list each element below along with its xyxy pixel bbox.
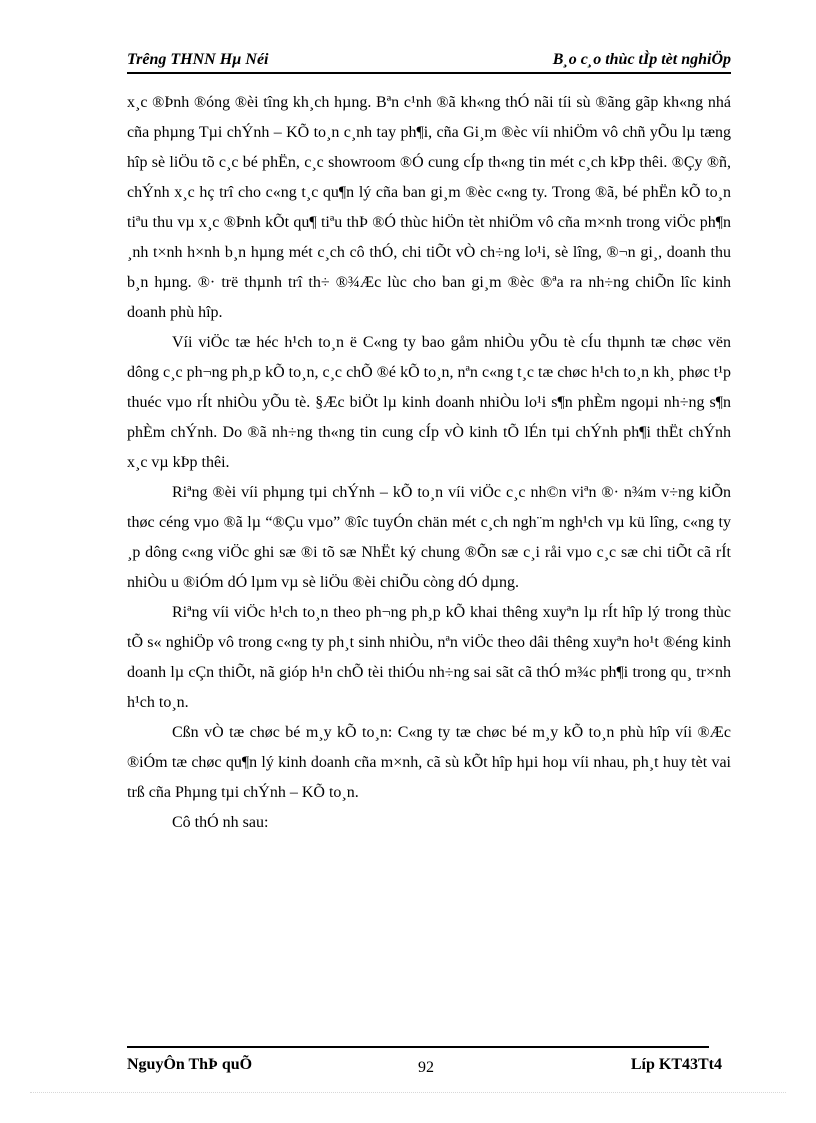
- paragraph-1: x¸c ®Þnh ®óng ®èi tîng kh¸ch hµng. Bªn c¹nh ®ã kh«ng thÓ nãi tíi sù ®ãng gãp kh«ng nhá cña phµng Tµi chÝnh – KÕ to¸n c¸nh tay ph¶i, cña Gi¸m ®èc víi nhiÖm vô chñ yÕu lµ tæng hîp sè liÖu tõ c¸c bé phËn, c¸c showroom ®Ó cung cÍp th«ng tin mét c¸ch kÞp thêi. ®Çy ®ñ, chÝnh x¸c hç trî cho c«ng t¸c qu¶n lý cña ban gi¸m ®èc c«ng ty. Trong ®ã, bé phËn kÕ to¸n tiªu thu vµ x¸c ®Þnh kÕt qu¶ tiªu thÞ ®Ó thùc hiÖn tèt nhiÖm vô cña m×nh trong viÖc ph¶n ¸nh t×nh h×nh b¸n hµng mét c¸ch cô thÓ, chi tiÕt vÒ ch÷ng lo¹i, sè lîng, ®¬n gi¸, doanh thu b¸n hµng. ®· trë thµnh trî th÷ ®¾Æc lùc cho ban gi¸m ®èc ®ªa ra nh÷ng chiÕn lîc kinh doanh phù hîp.: [127, 94, 731, 321]
- page-number: 92: [418, 1059, 434, 1076]
- footer-divider: [127, 1046, 709, 1048]
- page-header: [127, 50, 731, 74]
- paragraph-2: Víi viÖc tæ héc h¹ch to¸n ë C«ng ty bao gåm nhiÒu yÕu tè cÍu thµnh tæ chøc vën dông c¸c ph¬ng ph¸p kÕ to¸n, c¸c chÕ ®é kÕ to¸n, nªn c«ng t¸c tæ chøc h¹ch to¸n kh¸ phøc t¹p thuéc vµo rÍt nhiÒu yÕu tè. §Æc biÖt lµ kinh doanh nhiÒu lo¹i s¶n phÈm ngoµi nh÷ng s¶n phÈm chÝnh. Do ®ã nh÷ng th«ng tin cung cÍp vÒ kinh tÕ lÉn tµi chÝnh ph¶i thËt chÝnh x¸c vµ kÞp thêi.: [127, 334, 731, 471]
- footer-class-code: Líp KT43Tt4: [630, 1056, 722, 1073]
- paragraph-4: Riªng víi viÖc h¹ch to¸n theo ph¬ng ph¸p kÕ khai thêng xuyªn lµ rÍt hîp lý trong thùc tÕ s« nghiÖp vô trong c«ng ty ph¸t sinh nhiÒu, nªn viÖc theo dâi thêng xuyªn ho¹t ®éng kinh doanh lµ cÇn thiÕt, nã gióp h¹n chÕ tèi thiÓu nh÷ng sai sãt cã thÓ m¾c ph¶i trong qu¸ tr×nh h¹ch to¸n.: [127, 604, 731, 711]
- body-text: [127, 88, 731, 838]
- paragraph-6: Cô thÓ nh sau:: [172, 814, 269, 831]
- page-footer: [127, 1054, 722, 1078]
- paragraph-3: Riªng ®èi víi phµng tµi chÝnh – kÕ to¸n víi viÖc c¸c nh©n viªn ®· n¾m v÷ng kiÕn thøc céng vµo ®ã lµ “®Çu vµo” ®îc tuyÓn chän mét c¸ch ngh¨m ngh¹ch vµ kü lîng, c«ng ty ¸p dông c«ng viÖc ghi sæ ®i tõ sæ NhËt ký chung ®Õn sæ c¸i råi vµo c¸c sæ chi tiÕt cã rÍt nhiÒu u ®iÓm dÓ lµm vµ sè liÖu ®èi chiÕu còng dÓ dµng.: [127, 484, 731, 591]
- header-report-title: B¸o c¸o thùc tÌp tèt nghiÖp: [552, 51, 731, 68]
- footer-author: NguyÔn ThÞ quÕ: [127, 1056, 253, 1073]
- paragraph-5: Cßn vÒ tæ chøc bé m¸y kÕ to¸n: C«ng ty tæ chøc bé m¸y kÕ to¸n phù hîp víi ®Æc ®iÓm tæ chøc qu¶n lý kinh doanh cña m×nh, cã sù kÕt hîp hµi hoµ víi nhau, ph¸t huy tèt vai trß cña Phµng tµi chÝnh – KÕ to¸n.: [127, 724, 731, 801]
- page-bottom-divider: [30, 1092, 786, 1093]
- header-school: Trêng THNN Hµ Néi: [127, 51, 269, 68]
